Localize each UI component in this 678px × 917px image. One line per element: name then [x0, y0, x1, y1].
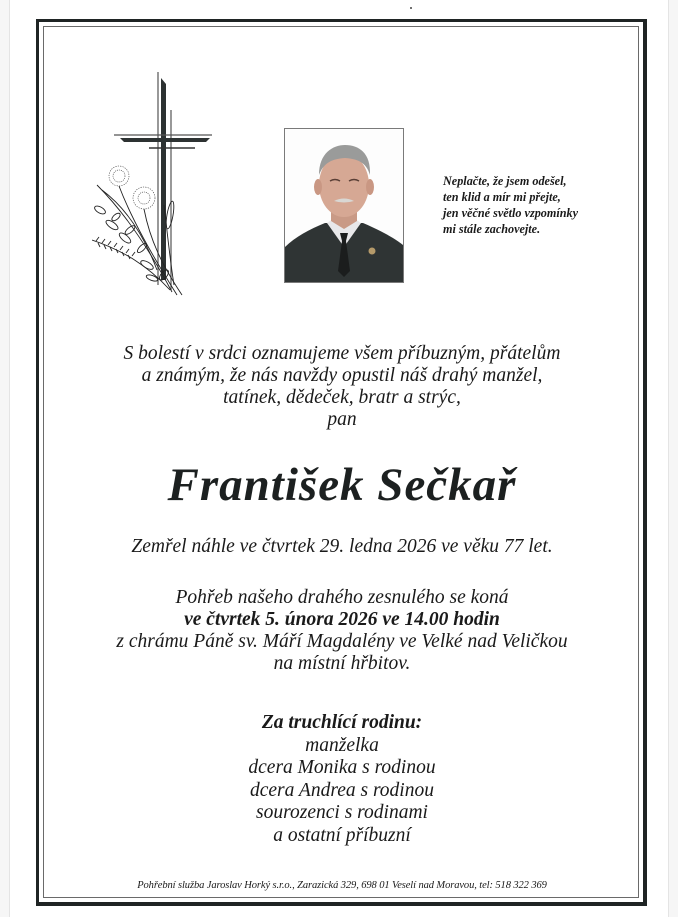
family-member: dcera Andrea s rodinou — [250, 779, 434, 801]
family-heading: Za truchlící rodinu: — [261, 712, 423, 733]
funeral-place: z chrámu Páně sv. Máří Magdalény ve Velké nad Veličkou — [116, 631, 568, 652]
memorial-poem — [443, 173, 578, 237]
deceased-name: František Sečkař — [167, 459, 517, 511]
poem-line: ten klid a mír mi přejte, — [443, 190, 561, 204]
poem-line: jen věčné světlo vzpomínky — [443, 206, 579, 220]
announcement-line: tatínek, dědeček, bratr a strýc, — [223, 387, 461, 408]
family-member: sourozenci s rodinami — [256, 802, 428, 823]
announcement-line: S bolestí v srdci oznamujeme všem příbuzným, přátelům — [123, 343, 561, 364]
poem-line: Neplačte, že jsem odešel, — [443, 174, 567, 188]
funeral-info — [40, 587, 644, 675]
deceased-portrait-photo — [284, 128, 404, 283]
death-announcement — [40, 343, 644, 431]
scan-speck — [410, 7, 412, 9]
funeral-burial: na místní hřbitov. — [273, 653, 411, 674]
funeral-intro: Pohřeb našeho drahého zesnulého se koná — [175, 587, 509, 608]
announcement-line: a známým, že nás navždy opustil náš drahý manžel, — [141, 365, 543, 386]
mourning-family — [40, 712, 644, 847]
page-edge-right — [668, 0, 678, 917]
family-member: a ostatní příbuzní — [273, 824, 411, 846]
page-edge-left — [0, 0, 10, 917]
funeral-service-footer: Pohřební služba Jaroslav Horký s.r.o., Zarazická 329, 698 01 Veselí nad Moravou, tel: 518 322 369 — [137, 880, 547, 891]
announcement-line: pan — [327, 409, 357, 430]
family-member: dcera Monika s rodinou — [248, 757, 436, 778]
funeral-datetime: ve čtvrtek 5. února 2026 ve 14.00 hodin — [184, 609, 500, 630]
cross-with-flowers-icon — [92, 70, 217, 300]
poem-line: mi stále zachovejte. — [443, 222, 541, 236]
death-date-notice: Zemřel náhle ve čtvrtek 29. ledna 2026 ve věku 77 let. — [131, 536, 553, 557]
family-member: manželka — [305, 734, 379, 756]
